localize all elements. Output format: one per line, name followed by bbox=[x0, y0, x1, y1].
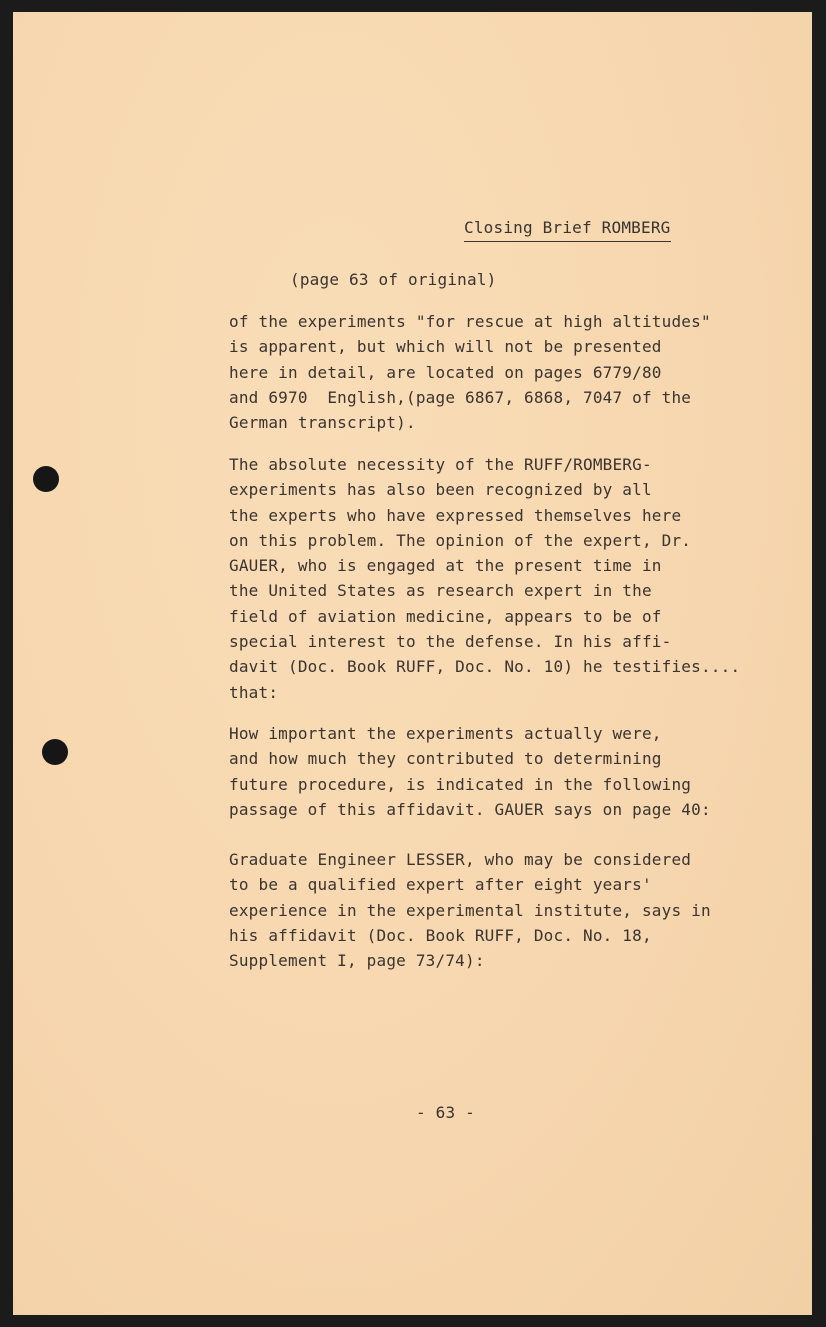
page-number: - 63 - bbox=[416, 1103, 475, 1122]
header-title: Closing Brief ROMBERG bbox=[464, 218, 671, 242]
page-reference: (page 63 of original) bbox=[290, 270, 497, 289]
paragraph: of the experiments "for rescue at high altitudes" is apparent, but which will not be presented here in detail, are located on pages 6779/80 and 6970 English,(page 6867, 6868, 7047 of the German transcript). bbox=[229, 312, 711, 433]
paragraph: Graduate Engineer LESSER, who may be considered to be a qualified expert after eight years' experience in the experimental institute, says in his affidavit (Doc. Book RUFF, Doc. No. 18, Supplement I, page 73/74): bbox=[229, 850, 711, 971]
paragraph: How important the experiments actually were, and how much they contributed to determining future procedure, is indicated in the following passage of this affidavit. GAUER says on page 40: bbox=[229, 724, 711, 819]
punch-hole bbox=[33, 466, 59, 492]
punch-hole bbox=[42, 739, 68, 765]
paragraph: The absolute necessity of the RUFF/ROMBERG- experiments has also been recognized by all the experts who have expressed themselves here on this problem. The opinion of the expert, Dr. GAUER, who is engaged at the present time in the United States as research expert in the field of aviation medicine, appears to be of special interest to the defense. In his affi- davit (Doc. Book RUFF, Doc. No. 10) he testifies.... that: bbox=[229, 455, 741, 702]
